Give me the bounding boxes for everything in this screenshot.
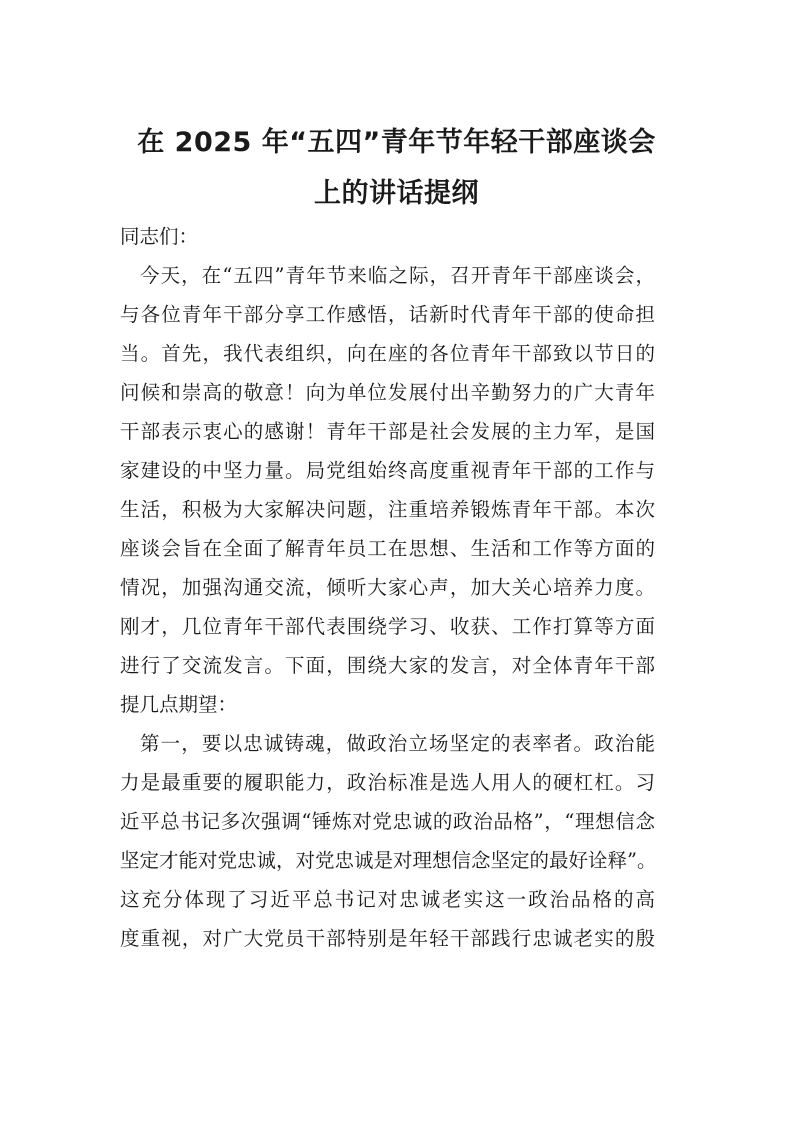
paragraph-line: 干部表示衷心的感谢！青年干部是社会发展的主力军，是国	[120, 420, 655, 443]
paragraph-line: 家建设的中坚力量。局党组始终高度重视青年干部的工作与	[120, 459, 655, 482]
salutation: 同志们：	[120, 225, 199, 248]
document-title-line-2: 上的讲话提纲	[314, 178, 479, 209]
paragraph-line: 近平总书记多次强调“锤炼对党忠诚的政治品格”，“理想信念	[120, 810, 655, 833]
paragraph-line: 当。首先，我代表组织，向在座的各位青年干部致以节日的	[120, 342, 655, 365]
paragraph-line: 这充分体现了习近平总书记对忠诚老实这一政治品格的高	[120, 888, 655, 911]
paragraph-line: 进行了交流发言。下面，围绕大家的发言，对全体青年干部	[120, 654, 655, 677]
paragraph-line: 第一，要以忠诚铸魂，做政治立场坚定的表率者。政治能	[140, 732, 655, 755]
paragraph-line: 刚才，几位青年干部代表围绕学习、收获、工作打算等方面	[120, 615, 655, 638]
paragraph-line: 度重视，对广大党员干部特别是年轻干部践行忠诚老实的殷	[120, 927, 655, 950]
paragraph-line: 坚定才能对党忠诚，对党忠诚是对理想信念坚定的最好诠释”。	[120, 849, 657, 872]
document-title-line-1: 在 2025 年“五四”青年节年轻干部座谈会	[137, 127, 656, 158]
paragraph-line: 力是最重要的履职能力，政治标准是选人用人的硬杠杠。习	[120, 771, 655, 794]
paragraph-line: 今天，在“五四”青年节来临之际，召开青年干部座谈会，	[140, 264, 655, 287]
paragraph-line: 生活，积极为大家解决问题，注重培养锻炼青年干部。本次	[120, 498, 655, 521]
paragraph-line-last: 提几点期望：	[120, 693, 238, 716]
paragraph-line: 与各位青年干部分享工作感悟，话新时代青年干部的使命担	[120, 303, 655, 326]
paragraph-line: 情况，加强沟通交流，倾听大家心声，加大关心培养力度。	[120, 576, 655, 599]
paragraph-line: 座谈会旨在全面了解青年员工在思想、生活和工作等方面的	[120, 537, 655, 560]
paragraph-line: 问候和崇高的敬意！向为单位发展付出辛勤努力的广大青年	[120, 381, 655, 404]
